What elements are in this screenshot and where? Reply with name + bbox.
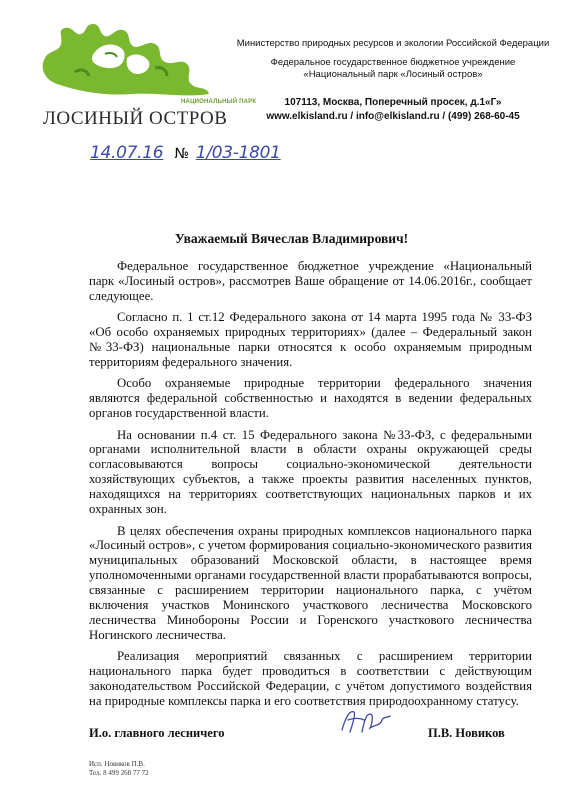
logo-name: ЛОСИНЫЙ ОСТРОВ	[43, 108, 228, 129]
paragraph: В целях обеспечения охраны природных комплексов национального парка «Лосиный остров», с учетом формирования социально-экономического развития муниципальных образований Московской области, в настоящее время уполномоченными органами государственной власти прорабатываются вопросы, связанные с расширением территории национального парка, с учётом включения участков Монинского участкового лесничества Московского лесничества Минобороны России и Горенского участкового лесничества Ногинского лесничества.	[89, 523, 532, 642]
signer-title: И.о. главного лесничего	[89, 726, 225, 740]
paragraph: На основании п.4 ст. 15 Федерального закона №33-ФЗ, с федеральными органами исполнительной власти в области охраны окружающей среды согласовываются вопросы социально-экономической деятельности хозяйствующих субъектов, а также проекты развития населенных пунктов, находящихся на территориях соответствующих национальных парков и их охранных зон.	[89, 427, 532, 517]
institution-line-2: «Национальный парк «Лосиный остров»	[303, 68, 483, 80]
registration-date: 14.07.16	[90, 143, 164, 163]
number-label: №	[174, 146, 189, 162]
signer-name: П.В. Новиков	[428, 726, 505, 740]
header-institution	[228, 57, 558, 80]
salutation: Уважаемый Вячеслав Владимирович!	[174, 231, 409, 246]
letter-body	[89, 259, 532, 715]
executor-footer	[89, 760, 149, 778]
logo-subtitle: НАЦИОНАЛЬНЫЙ ПАРК	[181, 99, 257, 105]
header-ministry: Министерство природных ресурсов и экологии Российской Федерации	[236, 38, 550, 49]
header-contacts: www.elkisland.ru / info@elkisland.ru / (499) 268-60-45	[266, 111, 520, 122]
executor-phone: Тел. 8 499 268 77 72	[89, 769, 149, 777]
paragraph: Федеральное государственное бюджетное учреждение «Национальный парк «Лосиный остров», рассмотрев Ваше обращение от 14.06.2016г., сообщает следующее.	[89, 259, 532, 303]
paragraph: Согласно п. 1 ст.12 Федерального закона от 14 марта 1995 года № 33-ФЗ «Об особо охраняемых природных территориях» (далее – Федеральный закон №33-ФЗ) национальные парки относятся к особо охраняемым природным территориям федерального значения.	[89, 310, 532, 369]
elk-antler-island-icon	[35, 22, 225, 107]
paragraph: Особо охраняемые природные территории федерального значения являются федеральной собственностью и находятся в ведении федеральных органов государственной власти.	[89, 376, 532, 421]
park-logo	[35, 22, 257, 132]
header-address: 107113, Москва, Поперечный просек, д.1«Г»	[284, 97, 502, 108]
institution-line-1: Федеральное государственное бюджетное учреждение	[270, 57, 516, 68]
registration-number	[90, 143, 281, 163]
registration-number-value: 1/03-1801	[195, 143, 281, 163]
handwritten-signature	[336, 706, 396, 743]
paragraph: Реализация мероприятий связанных с расширением территории национального парка будет проводиться в соответствии с действующим законодательством Российской Федерации, с учётом допустимого воздействия на природные комплексы парка и его соответствия природоохранному статусу.	[89, 649, 532, 708]
executor-name: Исп. Новиков П.В.	[89, 760, 145, 768]
